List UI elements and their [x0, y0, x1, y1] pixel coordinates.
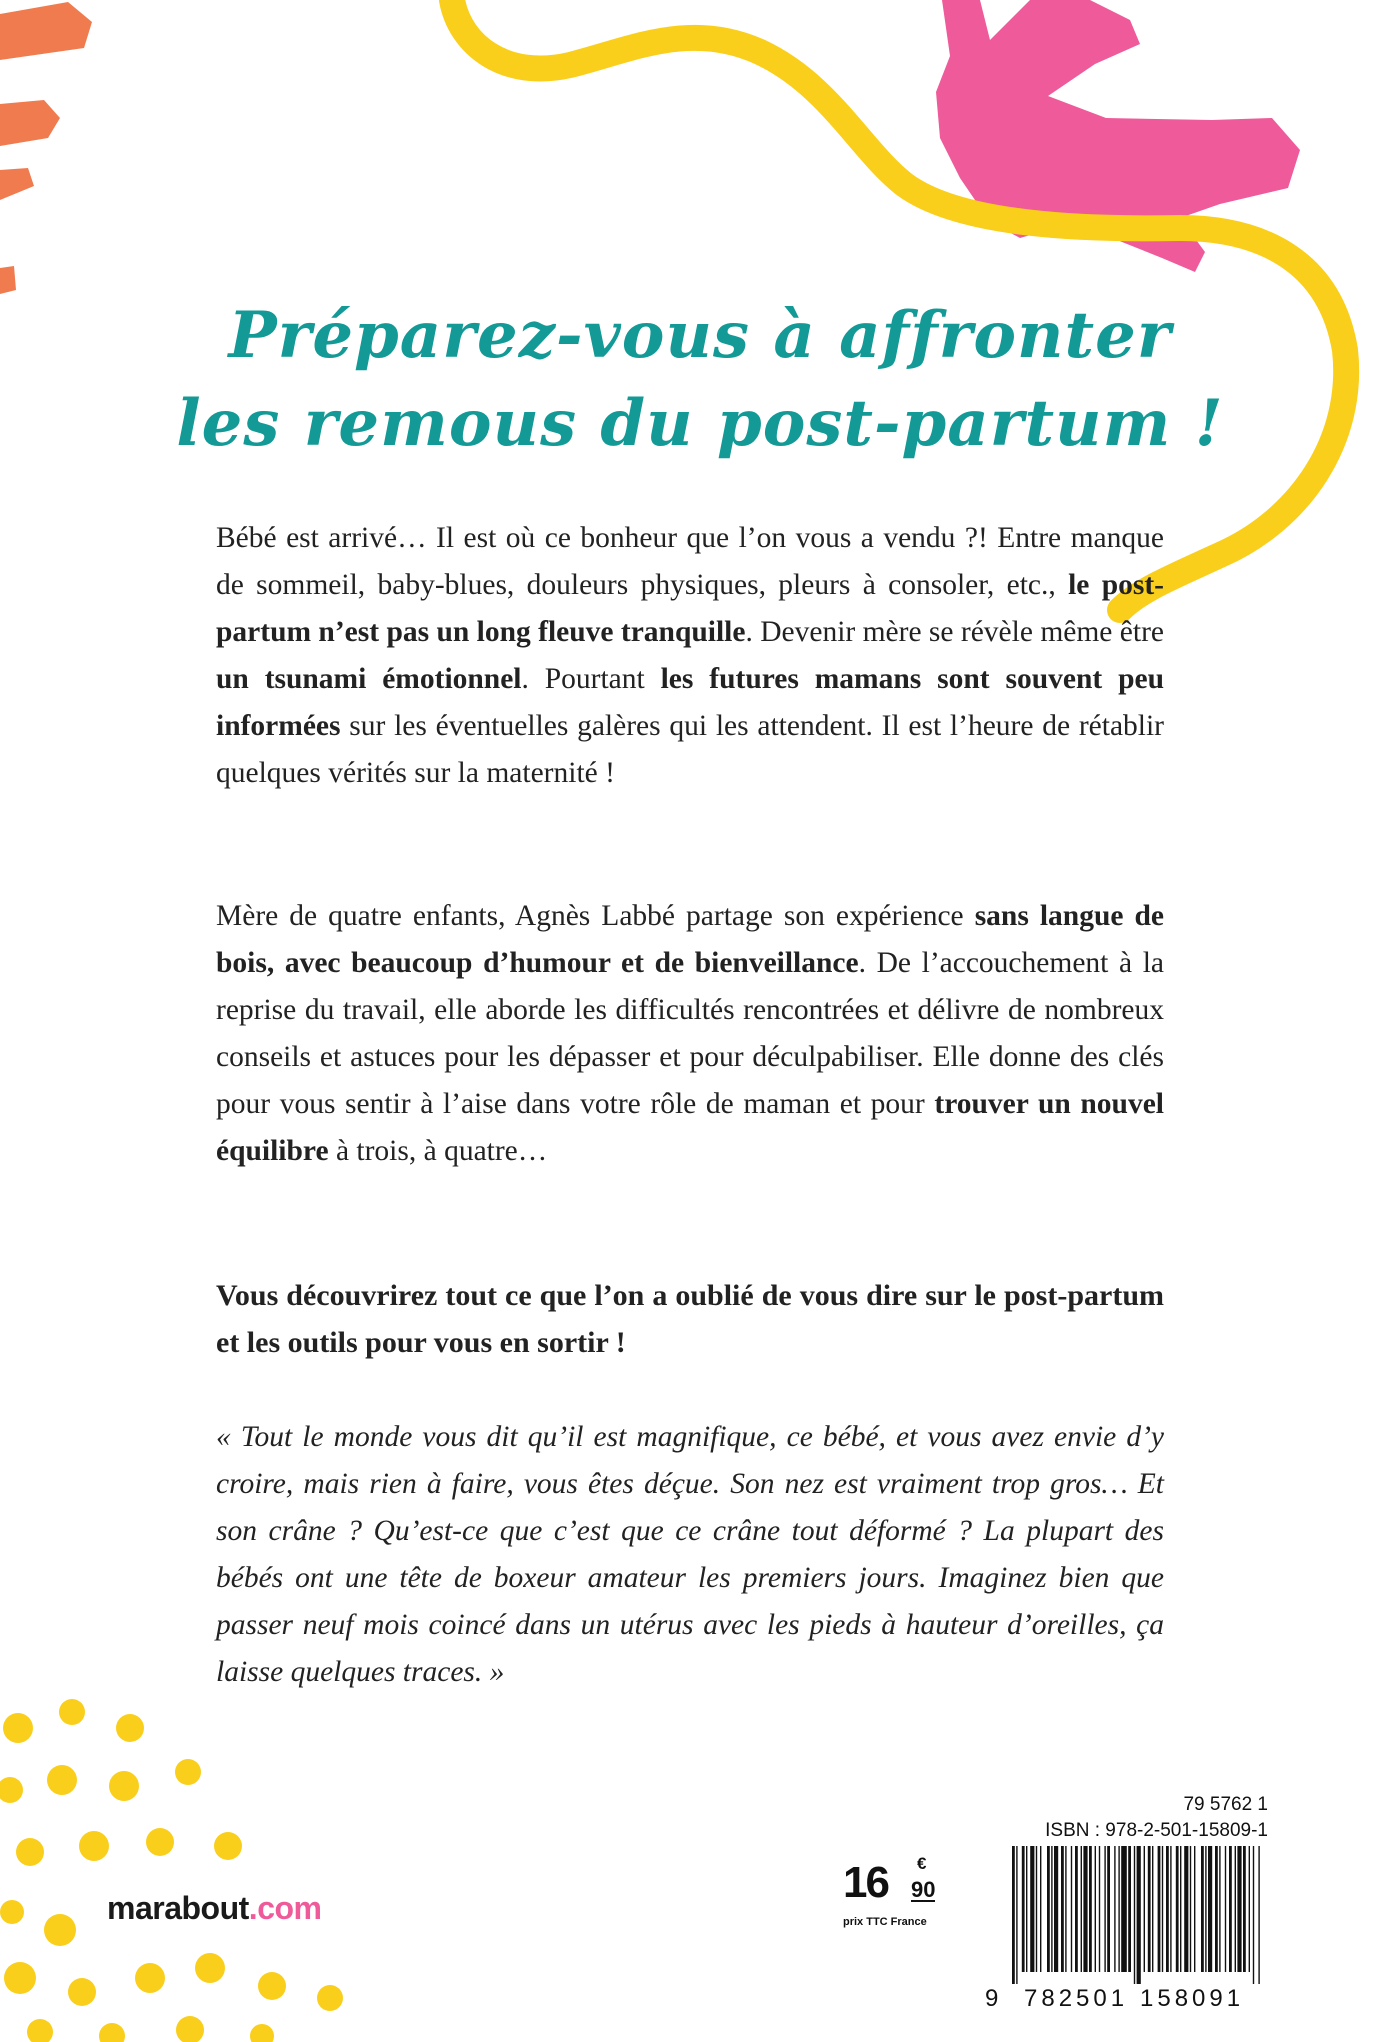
barcode-bar [1065, 1846, 1066, 1972]
publisher-logo [107, 1890, 321, 1927]
barcode-bar [1184, 1846, 1188, 1972]
barcode-bar [1201, 1846, 1204, 1972]
barcode-digits-right: 158091 [1140, 1985, 1245, 2012]
text-run-bold: un tsunami émotionnel [216, 663, 522, 695]
price-currency: € [917, 1854, 927, 1873]
barcode-bar [1229, 1846, 1232, 1972]
book-codes [1008, 1792, 1268, 1844]
logo-tld: com [257, 1890, 322, 1926]
price-note: prix TTC France [843, 1916, 927, 1928]
barcode-bar [1253, 1846, 1254, 1984]
text-run-bold: sans langue de bois, avec beaucoup d’humour et de bienveillance [216, 900, 1164, 979]
barcode-bar [1137, 1846, 1141, 1984]
barcode-bar [1148, 1846, 1151, 1972]
barcode-bar [1051, 1846, 1052, 1972]
barcode-bar [1047, 1846, 1050, 1972]
barcode-bar [1134, 1846, 1135, 1984]
isbn-number: ISBN : 978-2-501-15809-1 [1045, 1820, 1268, 1841]
barcode-bar [1194, 1846, 1195, 1972]
text-run: à trois, à quatre… [328, 1135, 548, 1167]
barcode-bar [1205, 1846, 1206, 1972]
barcode-bar [1036, 1846, 1037, 1972]
barcode-bar [1144, 1846, 1145, 1972]
barcode-bar [1089, 1846, 1092, 1972]
headline-line-2: les remous du post-partum ! [176, 386, 1224, 461]
text-run: Bébé est arrivé… Il est où ce bonheur que l’on vous a vendu ?! Entre manque de sommeil, baby-blues, douleurs physiques, pleurs à consoler, etc., [216, 522, 1164, 601]
barcode-bar [1016, 1846, 1017, 1984]
price-whole: 16 [843, 1858, 888, 1907]
barcode-bar [1215, 1846, 1218, 1972]
paragraph-highlight-text: Vous découvrirez tout ce que l’on a oublié de vous dire sur le post-partum et les outils pour vous en sortir ! [216, 1279, 1164, 1359]
barcode-bar [1208, 1846, 1212, 1972]
text-run: . De l’accouchement à la reprise du travail, elle aborde les difficultés rencontrées et délivre de nombreux conseils et astuces pour les dépasser et pour déculpabiliser. Elle donne des clés pour vous sentir à l’aise dans votre rôle de maman et pour [216, 947, 1164, 1120]
quote-text: « Tout le monde vous dit qu’il est magnifique, ce bébé, et vous avez envie d’y croire, mais rien à faire, vous êtes déçue. Son nez est vraiment trop gros… Et son crâne ? Qu’est-ce que c’est que ce crâne tout déformé ? La plupart des bébés ont une tête de boxeur amateur les premiers jours. Imaginez bien que passer neuf mois coincé dans un utérus avec les pieds à hauteur d’oreilles, ça laisse quelques traces. » [216, 1421, 1164, 1688]
headline-line-1: Préparez-vous à affronter [228, 298, 1172, 373]
barcode-bar [1162, 1846, 1163, 1972]
barcode-bar [1166, 1846, 1169, 1972]
barcode-bar [1249, 1846, 1250, 1972]
barcode-bar [1095, 1846, 1096, 1972]
logo-dot: . [248, 1890, 258, 1926]
text-run: Mère de quatre enfants, Agnès Labbé partage son expérience [216, 900, 975, 932]
text-run: . Pourtant [521, 663, 661, 695]
headline [0, 292, 1400, 468]
barcode-digits-left: 782501 [1024, 1985, 1129, 2012]
yellow-dots [0, 1699, 343, 2042]
text-run-bold: trouver un nouvel équilibre [216, 1088, 1164, 1167]
barcode-bar [1107, 1846, 1110, 1972]
text-run: . Devenir mère se révèle même être [745, 616, 1164, 648]
barcode-digit-first: 9 [985, 1985, 1003, 2012]
barcode-bar [1114, 1846, 1115, 1972]
barcode-bar [1040, 1846, 1041, 1972]
barcode-bar [1022, 1846, 1025, 1972]
text-run-bold: les futures mamans sont souvent peu informées [216, 663, 1164, 742]
barcode [1010, 1846, 1265, 1986]
barcode-bar [1235, 1846, 1236, 1972]
barcode-bar [1243, 1846, 1246, 1972]
barcode-bar [1104, 1846, 1105, 1972]
orange-strokes [0, 2, 92, 294]
barcode-bar [1128, 1846, 1131, 1972]
barcode-bar [1061, 1846, 1064, 1972]
paragraph-intro-text [216, 515, 1164, 797]
barcode-bar [1075, 1846, 1078, 1972]
barcode-bar [1158, 1846, 1161, 1972]
barcode-bar [1121, 1846, 1127, 1972]
barcode-bar [1054, 1846, 1058, 1972]
paragraph-author [216, 893, 1164, 1175]
barcode-bar [1225, 1846, 1226, 1972]
barcode-bar [1258, 1846, 1259, 1984]
barcode-bar [1176, 1846, 1179, 1972]
barcode-bar [1170, 1846, 1171, 1972]
barcode-bar [1030, 1846, 1034, 1972]
price-tag [843, 1854, 936, 1928]
barcode-bar [1180, 1846, 1181, 1972]
internal-code: 79 5762 1 [1183, 1794, 1268, 1815]
paragraph-intro [216, 515, 1164, 797]
paragraph-highlight [216, 1272, 1164, 1366]
barcode-bar [1219, 1846, 1220, 1972]
text-run-bold: le post-partum n’est pas un long fleuve tranquille [216, 569, 1165, 648]
book-excerpt-quote [216, 1414, 1164, 1696]
price-cents: 90 [911, 1877, 936, 1902]
barcode-bar [1071, 1846, 1072, 1972]
barcode-bar [1012, 1846, 1015, 1984]
paragraph-author-text [216, 893, 1164, 1175]
barcode-bar [1118, 1846, 1119, 1972]
text-run: sur les éventuelles galères qui les attendent. Il est l’heure de rétablir quelques vérités sur la maternité ! [216, 710, 1164, 789]
barcode-bar [1237, 1846, 1241, 1972]
barcode-bar [1099, 1846, 1100, 1972]
barcode-bar [1190, 1846, 1191, 1972]
barcode-bar [1081, 1846, 1082, 1972]
barcode-bar [1083, 1846, 1087, 1972]
barcode-bar [1026, 1846, 1027, 1972]
logo-name: marabout [107, 1890, 249, 1926]
barcode-bar [1152, 1846, 1153, 1972]
